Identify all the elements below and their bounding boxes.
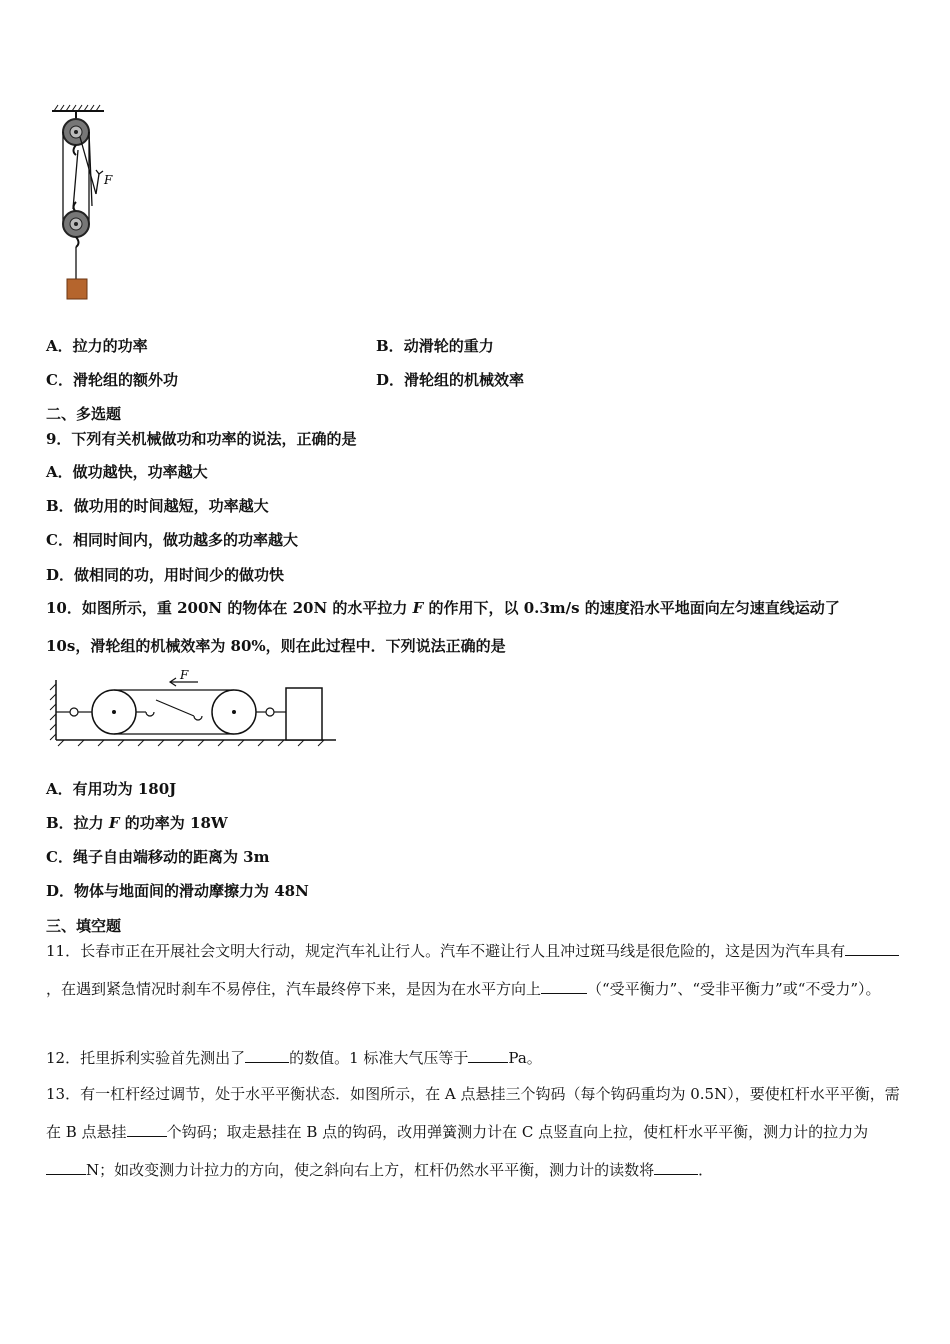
q13-blank-2[interactable] <box>46 1158 86 1175</box>
q8-option-c: C．滑轮组的额外功 <box>46 371 178 389</box>
q9-option-d: D．做相同的功，用时间少的做功快 <box>46 566 285 584</box>
pulley-system-diagram <box>48 104 128 304</box>
q9-stem: 9．下列有关机械做功和功率的说法，正确的是 <box>46 430 357 448</box>
q9-option-c: C．相同时间内，做功越多的功率越大 <box>46 531 298 549</box>
q13-text: 13．有一杠杆经过调节，处于水平平衡状态．如图所示，在 A 点悬挂三个钩码（每个钩码重均为 0.5N），要使杠杆水平平衡，需在 B 点悬挂 个钩码；取走悬挂在 B 点的钩码，改用弹簧测力计在 C 点竖直向上拉，使杠杆水平平衡，测力计的拉力为N；如改变测力计拉力的方向，使之斜向右上方，杠杆仍然水平平衡，测力计的读数将 ． <box>46 1085 900 1179</box>
q11-blank-1[interactable] <box>845 939 899 956</box>
q8-option-a: A．拉力的功率 <box>46 337 148 355</box>
q10-option-b: B．拉力 F 的功率为 18W <box>46 814 228 832</box>
q10-stem-line1: 10．如图所示，重 200N 的物体在 20N 的水平拉力 F 的作用下，以 0.3m/s 的速度沿水平地面向左匀速直线运动了 <box>46 599 840 617</box>
q9-option-b: B．做功用的时间越短，功率越大 <box>46 497 269 515</box>
pulley-force-label: F <box>104 173 113 187</box>
horizontal-pulley-diagram <box>48 670 340 748</box>
q10-option-a: A．有用功为 180J <box>46 780 177 798</box>
q11-blank-2[interactable] <box>541 977 587 994</box>
section-multiple-choice-title: 二、多选题 <box>46 405 122 423</box>
q9-option-a: A．做功越快，功率越大 <box>46 463 208 481</box>
q11-text: 11．长春市正在开展社会文明大行动，规定汽车礼让行人。汽车不避让行人且冲过斑马线是很危险的，这是因为汽车具有，在遇到紧急情况时刹车不易停住，汽车最终停下来，是因为在水平方向上 （“受平衡力”、“受非平衡力”或“不受力”）。 <box>46 932 908 1008</box>
q8-option-b: B．动滑轮的重力 <box>376 337 494 355</box>
q10-option-d: D．物体与地面间的滑动摩擦力为 48N <box>46 882 309 900</box>
horizontal-force-label: F <box>180 670 189 682</box>
q8-option-d: D．滑轮组的机械效率 <box>376 371 525 389</box>
q12-blank-2[interactable] <box>468 1046 508 1063</box>
q12-blank-1[interactable] <box>245 1046 289 1063</box>
q10-stem-line2: 10s，滑轮组的机械效率为 80%，则在此过程中．下列说法正确的是 <box>46 637 506 655</box>
section-fill-in-title: 三、填空题 <box>46 917 122 935</box>
q13-blank-3[interactable] <box>654 1158 698 1175</box>
q10-option-c: C．绳子自由端移动的距离为 3m <box>46 848 270 866</box>
q13-blank-1[interactable] <box>127 1120 167 1137</box>
q12-text: 12．托里拆利实验首先测出了 的数值。1 标准大气压等于 Pa。 <box>46 1039 908 1077</box>
